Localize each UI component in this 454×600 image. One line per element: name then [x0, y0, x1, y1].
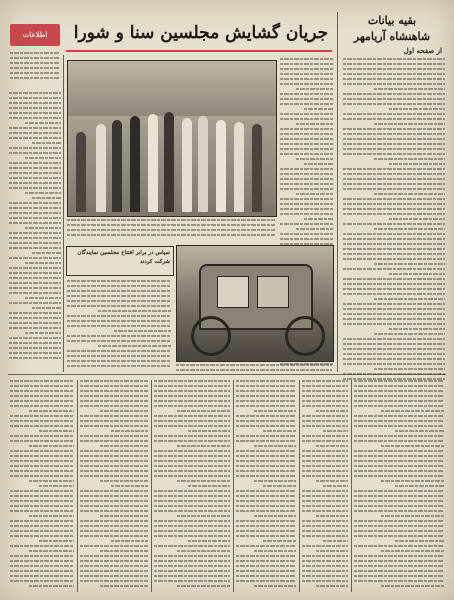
bottom-rule-3 [233, 380, 234, 592]
left-column-text [9, 92, 61, 362]
newspaper-logo: اطلاعات [10, 24, 60, 46]
notice-body-text [67, 280, 171, 370]
carriage-photo [176, 245, 334, 362]
bottom-column-6 [354, 380, 444, 590]
bottom-column-4 [236, 380, 296, 590]
carriage-photo-caption [176, 364, 332, 374]
headline-rule [66, 50, 332, 52]
bottom-rule-5 [351, 380, 352, 592]
notice-box-title-1: سپاس در برابر افتتاح مجلسین نمایندگان [77, 250, 170, 256]
top-photo-caption [67, 219, 275, 239]
sidebar-heading-2: شاهنشاه آریامهر [353, 30, 431, 43]
sidebar-heading-1: بقیه بیانات [367, 14, 417, 27]
sidebar-subheading: از صفحه اول [403, 46, 442, 55]
bottom-rule-1 [77, 380, 78, 592]
main-headline: جریان گشایش مجلسین سنا و شورا [73, 23, 329, 43]
notice-box [66, 246, 174, 276]
left-column-rule [63, 55, 64, 372]
bottom-column-5 [302, 380, 348, 590]
notice-box-title-2: شرکت کردند [139, 259, 170, 265]
bottom-rule-2 [151, 380, 152, 592]
bottom-column-3 [154, 380, 230, 590]
date-block [10, 52, 60, 82]
bottom-rule-4 [299, 380, 300, 592]
sidebar-column-rule [337, 12, 338, 372]
bottom-column-1 [10, 380, 74, 590]
sidebar-body-text [343, 58, 445, 383]
ceremony-photo [67, 60, 277, 217]
bottom-column-2 [80, 380, 148, 590]
